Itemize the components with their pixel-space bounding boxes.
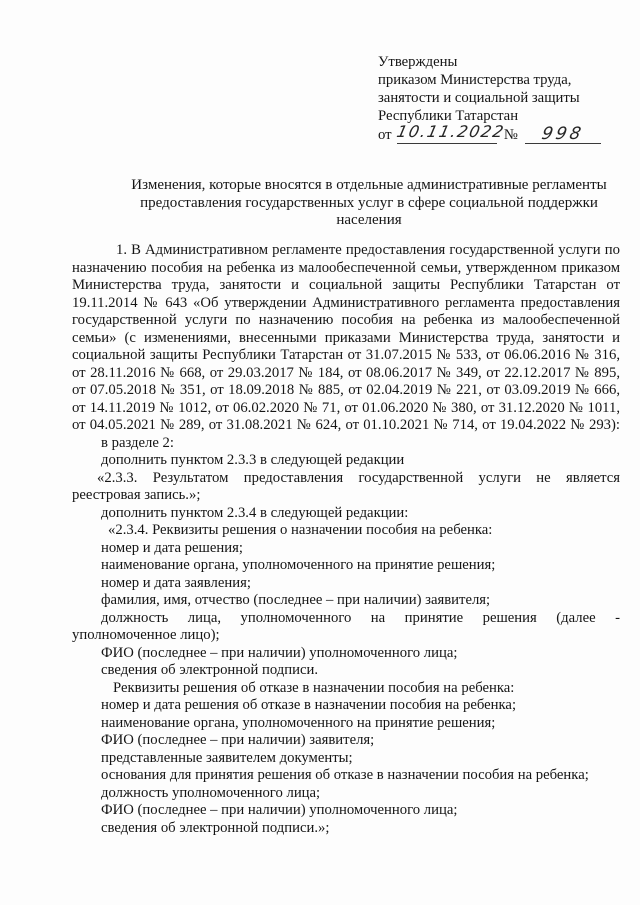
list-item-line: фамилия, имя, отчество (последнее – при наличии) заявителя; bbox=[101, 592, 491, 608]
handwritten-date: 10.11.2022 bbox=[395, 122, 507, 141]
paragraph-line: назначению пособия на ребенка из малообеспеченной семьи, утвержденном приказом bbox=[72, 259, 620, 276]
paragraph-line: дополнить пунктом 2.3.3 в следующей редакции bbox=[101, 452, 405, 468]
approval-line: Утверждены bbox=[378, 54, 458, 70]
list-item-line: должность лица, уполномоченного на принятие решения (далее - bbox=[101, 609, 620, 626]
approval-block bbox=[378, 53, 601, 147]
paragraph-line: дополнить пунктом 2.3.4 в следующей редакции: bbox=[101, 504, 409, 521]
paragraph-line: Реквизиты решения об отказе в назначении пособия на ребенка: bbox=[113, 679, 515, 696]
list-item-line: ФИО (последнее – при наличии) уполномоченного лица; bbox=[101, 644, 458, 661]
list-item-line: должность уполномоченного лица; bbox=[101, 784, 321, 801]
title-line: Изменения, которые вносятся в отдельные административные регламенты bbox=[131, 177, 607, 193]
date-underline-field bbox=[395, 122, 507, 144]
number-underline-field bbox=[525, 125, 601, 144]
list-item-line: сведения об электронной подписи.»; bbox=[101, 819, 330, 836]
paragraph-line: 19.11.2014 № 643 «Об утверждении Административного регламента предоставления bbox=[72, 294, 620, 311]
paragraph-line: семьи» (с изменениями, внесенными приказами Министерства труда, занятости и bbox=[72, 329, 620, 346]
list-item-line: ФИО (последнее – при наличии) уполномоченного лица; bbox=[101, 802, 458, 818]
handwritten-number: 998 bbox=[539, 124, 586, 144]
approval-date-number-line bbox=[378, 122, 601, 147]
paragraph-line: государственной услуги по назначению пособия на ребенка из малообеспеченной bbox=[72, 312, 620, 328]
list-item-line: основания для принятия решения об отказе в назначении пособия на ребенка; bbox=[101, 767, 589, 783]
paragraph-line: от 28.11.2016 № 668, от 29.03.2017 № 184, от 08.06.2017 № 349, от 22.12.2017 № 895, bbox=[72, 364, 620, 381]
paragraph-line: социальной защиты Республики Татарстан от 31.07.2015 № 533, от 06.06.2016 № 316, bbox=[72, 347, 620, 363]
list-item-line: наименование органа, уполномоченного на принятие решения; bbox=[101, 557, 496, 573]
list-item-line: номер и дата заявления; bbox=[101, 574, 251, 591]
approval-line: приказом Министерства труда, bbox=[378, 72, 572, 88]
number-prefix: № bbox=[503, 127, 518, 143]
list-item-line: представленные заявителем документы; bbox=[101, 749, 353, 766]
paragraph-line: «2.3.4. Реквизиты решения о назначении пособия на ребенка: bbox=[108, 522, 493, 538]
paragraph-line: Министерства труда, занятости и социальной защиты Республики Татарстан от bbox=[72, 277, 620, 293]
list-item-line: уполномоченное лицо); bbox=[72, 627, 220, 643]
document-title bbox=[102, 177, 636, 230]
paragraph-line: «2.3.3. Результатом предоставления государственной услуги не является bbox=[97, 469, 620, 486]
approval-line: занятости и социальной защиты bbox=[378, 90, 580, 106]
paragraph-line: в разделе 2: bbox=[101, 434, 174, 451]
list-item-line: номер и дата решения об отказе в назначении пособия на ребенка; bbox=[101, 697, 517, 713]
list-item-line: номер и дата решения; bbox=[101, 539, 243, 556]
paragraph-line: от 14.11.2019 № 1012, от 06.02.2020 № 71, от 01.06.2020 № 380, от 31.12.2020 № 1011, bbox=[72, 399, 620, 416]
list-item-line: сведения об электронной подписи. bbox=[101, 662, 319, 678]
paragraph-line: 1. В Административном регламенте предоставления государственной услуги по bbox=[116, 242, 620, 258]
paragraph-line: от 04.05.2021 № 289, от 31.08.2021 № 624, от 01.10.2021 № 714, от 19.04.2022 № 293): bbox=[72, 417, 620, 433]
list-item-line: ФИО (последнее – при наличии) заявителя; bbox=[101, 732, 375, 748]
paragraph-line: от 07.05.2018 № 351, от 18.09.2018 № 885, от 02.04.2019 № 221, от 03.09.2019 № 666, bbox=[72, 382, 620, 398]
list-item-line: наименование органа, уполномоченного на принятие решения; bbox=[101, 714, 496, 731]
paragraph-line: реестровая запись.»; bbox=[72, 487, 201, 503]
approval-line: Республики Татарстан bbox=[378, 108, 519, 124]
title-line: предоставления государственных услуг в сфере социальной поддержки bbox=[140, 194, 598, 211]
document-body bbox=[72, 242, 620, 837]
date-prefix: от bbox=[378, 127, 392, 143]
title-line: населения bbox=[336, 212, 402, 228]
